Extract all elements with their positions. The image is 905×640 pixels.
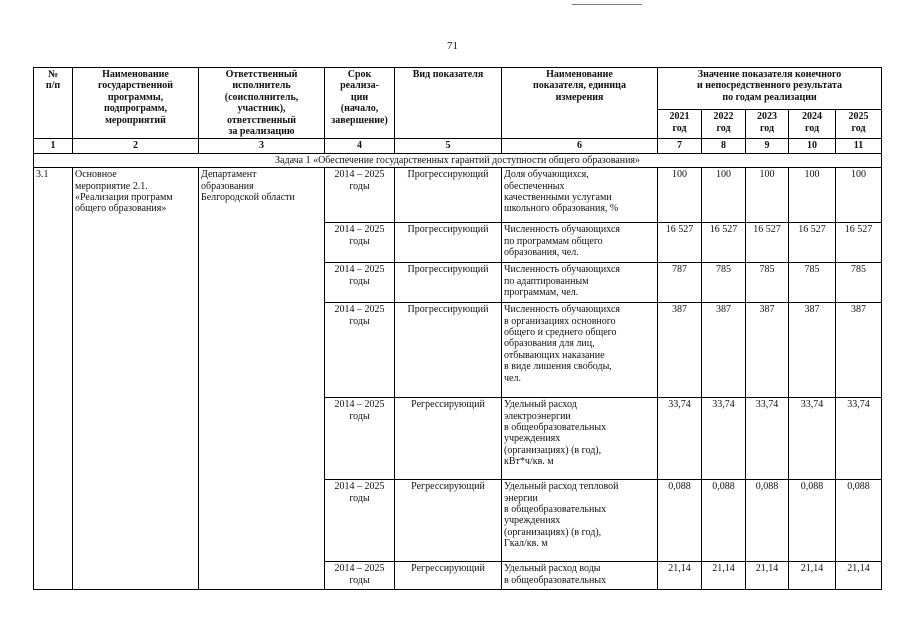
column-number: 8 [702, 139, 746, 153]
task-row [34, 153, 882, 167]
value-cell: 33,74 [836, 398, 882, 480]
value-cell: 100 [746, 168, 789, 223]
period-cell: 2014 – 2025 годы [325, 303, 395, 398]
period-cell: 2014 – 2025 годы [325, 168, 395, 223]
indicator-kind-cell: Регрессирующий [395, 480, 502, 562]
table-row [34, 168, 882, 223]
indicator-kind-cell: Регрессирующий [395, 398, 502, 480]
item-number: 3.1 [34, 168, 73, 590]
column-number: 3 [199, 139, 325, 153]
value-cell: 21,14 [836, 562, 882, 590]
item-executor: Департамент образования Белгородской области [199, 168, 325, 590]
value-cell: 387 [658, 303, 702, 398]
value-cell: 100 [658, 168, 702, 223]
value-cell: 0,088 [789, 480, 836, 562]
header-number: № п/п [34, 68, 73, 139]
column-number: 11 [836, 139, 882, 153]
page-number: 71 [447, 40, 458, 52]
value-cell: 100 [789, 168, 836, 223]
period-cell: 2014 – 2025 годы [325, 223, 395, 263]
column-number: 4 [325, 139, 395, 153]
column-number: 7 [658, 139, 702, 153]
value-cell: 16 527 [836, 223, 882, 263]
period-cell: 2014 – 2025 годы [325, 562, 395, 590]
column-number: 10 [789, 139, 836, 153]
indicator-name-cell: Удельный расход воды в общеобразовательных [502, 562, 658, 590]
header-indicator-name: Наименование показателя, единица измерения [502, 68, 658, 139]
indicator-name-cell: Доля обучающихся, обеспеченных качественными услугами школьного образования, % [502, 168, 658, 223]
header-values-group: Значение показателя конечного и непосредственного результата по годам реализации [658, 68, 882, 110]
value-cell: 21,14 [658, 562, 702, 590]
indicator-kind-cell: Прогрессирующий [395, 263, 502, 303]
header-year: 2022 год [702, 110, 746, 139]
value-cell: 785 [789, 263, 836, 303]
header-executor: Ответственный исполнитель (соисполнитель, участник), ответственный за реализацию [199, 68, 325, 139]
task-title: Задача 1 «Обеспечение государственных гарантий доступности общего образования» [34, 153, 882, 167]
indicator-kind-cell: Регрессирующий [395, 562, 502, 590]
value-cell: 100 [702, 168, 746, 223]
header-year: 2023 год [746, 110, 789, 139]
value-cell: 21,14 [702, 562, 746, 590]
item-name: Основное мероприятие 2.1. «Реализация программ общего образования» [73, 168, 199, 590]
period-cell: 2014 – 2025 годы [325, 263, 395, 303]
value-cell: 100 [836, 168, 882, 223]
value-cell: 21,14 [789, 562, 836, 590]
value-cell: 0,088 [658, 480, 702, 562]
header-indicator-kind: Вид показателя [395, 68, 502, 139]
indicators-table [33, 67, 882, 590]
indicator-name-cell: Численность обучающихся по адаптированным программам, чел. [502, 263, 658, 303]
column-numbers-row [34, 139, 882, 153]
header-year: 2025 год [836, 110, 882, 139]
indicator-name-cell: Численность обучающихся по программам общего образования, чел. [502, 223, 658, 263]
value-cell: 785 [702, 263, 746, 303]
value-cell: 16 527 [789, 223, 836, 263]
column-number: 5 [395, 139, 502, 153]
indicator-name-cell: Удельный расход электроэнергии в общеобразовательных учреждениях (организациях) (в год), кВт*ч/кв. м [502, 398, 658, 480]
value-cell: 33,74 [789, 398, 836, 480]
header-year: 2021 год [658, 110, 702, 139]
column-number: 1 [34, 139, 73, 153]
value-cell: 16 527 [658, 223, 702, 263]
value-cell: 16 527 [702, 223, 746, 263]
value-cell: 33,74 [746, 398, 789, 480]
value-cell: 785 [746, 263, 789, 303]
value-cell: 787 [658, 263, 702, 303]
value-cell: 387 [746, 303, 789, 398]
value-cell: 387 [836, 303, 882, 398]
column-number: 2 [73, 139, 199, 153]
value-cell: 0,088 [746, 480, 789, 562]
column-number: 6 [502, 139, 658, 153]
header-year: 2024 год [789, 110, 836, 139]
top-rule [572, 4, 642, 5]
indicator-kind-cell: Прогрессирующий [395, 303, 502, 398]
value-cell: 0,088 [836, 480, 882, 562]
value-cell: 21,14 [746, 562, 789, 590]
value-cell: 33,74 [702, 398, 746, 480]
value-cell: 387 [789, 303, 836, 398]
value-cell: 33,74 [658, 398, 702, 480]
period-cell: 2014 – 2025 годы [325, 480, 395, 562]
indicator-kind-cell: Прогрессирующий [395, 223, 502, 263]
value-cell: 387 [702, 303, 746, 398]
column-number: 9 [746, 139, 789, 153]
indicator-name-cell: Удельный расход тепловой энергии в общеобразовательных учреждениях (организациях) (в год), Гкал/кв. м [502, 480, 658, 562]
value-cell: 16 527 [746, 223, 789, 263]
value-cell: 0,088 [702, 480, 746, 562]
period-cell: 2014 – 2025 годы [325, 398, 395, 480]
indicator-kind-cell: Прогрессирующий [395, 168, 502, 223]
indicator-name-cell: Численность обучающихся в организациях основного общего и среднего общего образования для лиц, отбывающих наказание в виде лишения свободы, чел. [502, 303, 658, 398]
value-cell: 785 [836, 263, 882, 303]
header-row [34, 68, 882, 110]
header-program-name: Наименование государственной программы, подпрограмм, мероприятий [73, 68, 199, 139]
header-period: Срок реализа- ции (начало, завершение) [325, 68, 395, 139]
